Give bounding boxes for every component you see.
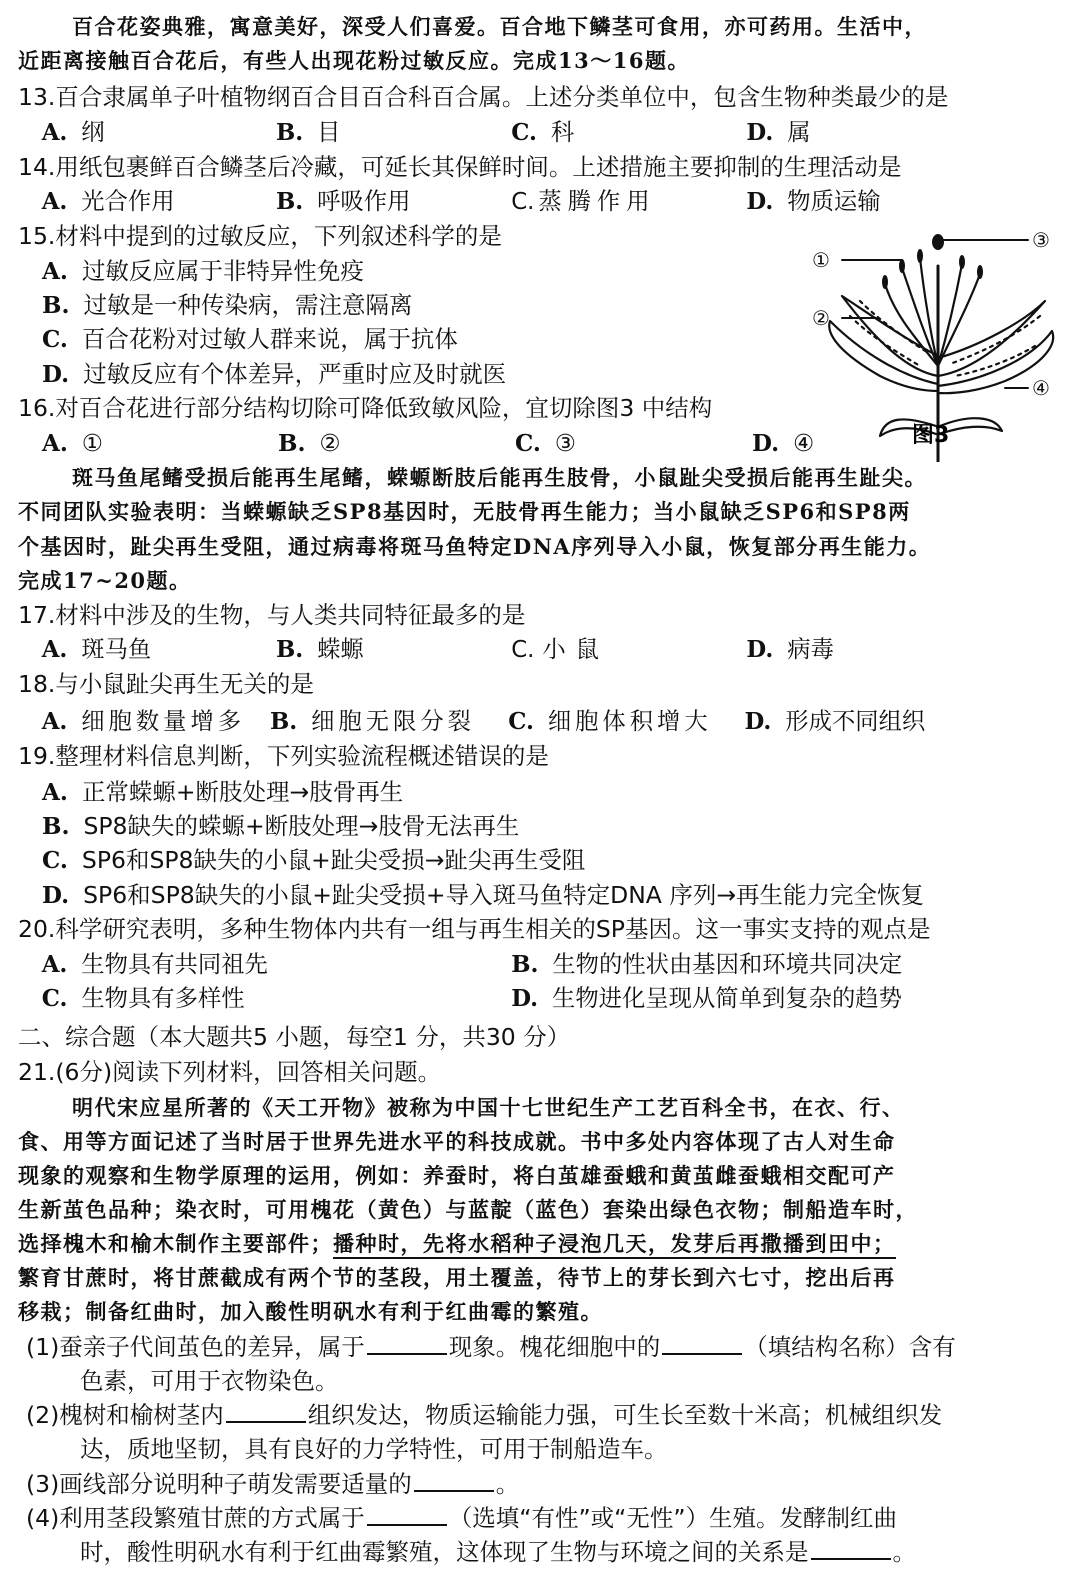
- question-18-stem: 18.与小鼠趾尖再生无关的是: [18, 670, 314, 698]
- question-20-stem: 20.科学研究表明，多种生物体内共有一组与再生相关的SP基因。这一事实支持的观点是: [18, 915, 931, 943]
- question-16-options: [0, 426, 815, 460]
- material-line: [18, 1227, 896, 1261]
- answer-blank[interactable]: [662, 1331, 742, 1355]
- sub-question-4: (4)利用茎段繁殖甘蔗的方式属于 （选填“有性”或“无性”）生殖。发酵制红曲: [26, 1504, 897, 1532]
- question-15-stem: 15.材料中提到的过敏反应，下列叙述科学的是: [18, 222, 502, 250]
- option-c[interactable]: C. 生物具有多样性: [41, 984, 245, 1012]
- answer-blank[interactable]: [226, 1399, 306, 1423]
- option-b[interactable]: B. 呼吸作用: [275, 187, 411, 215]
- option-a[interactable]: A. 纲: [41, 118, 105, 146]
- option-d[interactable]: D. ④: [752, 429, 815, 457]
- sub-question-2-cont: 达，质地坚韧，具有良好的力学特性，可用于制船造车。: [80, 1435, 668, 1463]
- question-20-options-row1: [0, 947, 1072, 981]
- sub-question-1-cont: 色素，可用于衣物染色。: [80, 1367, 339, 1395]
- option-b[interactable]: B. 目: [275, 118, 341, 146]
- option-a[interactable]: A. 光合作用: [41, 187, 175, 215]
- option-d[interactable]: D. 病毒: [746, 635, 834, 663]
- option-b[interactable]: B. ②: [278, 429, 341, 457]
- question-21-stem: 21.(6分)阅读下列材料，回答相关问题。: [18, 1058, 442, 1086]
- option-c[interactable]: C. SP6和SP8缺失的小鼠+趾尖受损→趾尖再生受阻: [42, 846, 586, 874]
- option-d[interactable]: D. SP6和SP8缺失的小鼠+趾尖受损+导入斑马鱼特定DNA 序列→再生能力完全恢复: [42, 881, 925, 909]
- answer-blank[interactable]: [367, 1331, 447, 1355]
- material-line: 生新茧色品种；染衣时，可用槐花（黄色）与蓝靛（蓝色）套染出绿色衣物；制船造车时，: [18, 1197, 918, 1222]
- option-d[interactable]: D. 过敏反应有个体差异，严重时应及时就医: [42, 360, 507, 388]
- figure-caption: 图3: [912, 423, 950, 448]
- question-17-stem: 17.材料中涉及的生物，与人类共同特征最多的是: [18, 601, 526, 629]
- option-a[interactable]: A. 过敏反应属于非特异性免疫: [42, 257, 364, 285]
- option-a[interactable]: A. 正常蝾螈+断肢处理→肢骨再生: [42, 778, 404, 806]
- option-b[interactable]: B. 细胞无限分裂: [269, 707, 475, 735]
- option-c[interactable]: C. 科: [511, 118, 575, 146]
- option-b[interactable]: B. SP8缺失的蝾螈+断肢处理→肢骨无法再生: [42, 812, 520, 840]
- option-a[interactable]: A. 生物具有共同祖先: [41, 950, 268, 978]
- question-13-options: [0, 115, 1072, 149]
- material-line: 现象的观察和生物学原理的运用，例如：养蚕时，将白茧雄蚕蛾和黄茧雌蚕蛾相交配可产: [18, 1163, 896, 1188]
- question-16-stem: 16.对百合花进行部分结构切除可降低致敏风险，宜切除图3 中结构: [18, 394, 713, 422]
- option-a[interactable]: A. 细胞数量增多: [41, 707, 246, 735]
- material-line: 个基因时，趾尖再生受阻，通过病毒将斑马鱼特定DNA序列导入小鼠，恢复部分再生能力。: [18, 534, 932, 559]
- material-line: 移栽；制备红曲时，加入酸性明矾水有利于红曲霉的繁殖。: [18, 1299, 603, 1324]
- label-2: ②: [812, 306, 830, 330]
- material-line: 繁育甘蔗时，将甘蔗截成有两个节的茎段，用土覆盖，待节上的芽长到六七寸，挖出后再: [18, 1265, 896, 1290]
- option-d[interactable]: D. 物质运输: [746, 187, 881, 215]
- question-17-options: [0, 632, 1072, 666]
- option-b[interactable]: B. 过敏是一种传染病，需注意隔离: [42, 291, 413, 319]
- answer-blank[interactable]: [367, 1502, 447, 1526]
- sub-question-3: (3)画线部分说明种子萌发需要适量的 。: [26, 1470, 520, 1498]
- label-4: ④: [1032, 376, 1050, 400]
- material-text: 选择槐木和榆木制作主要部件；: [18, 1231, 333, 1256]
- sub-question-2: (2)槐树和榆树茎内 组织发达，物质运输能力强，可生长至数十米高；机械组织发: [26, 1401, 943, 1429]
- material-line: 明代宋应星所著的《天工开物》被称为中国十七世纪生产工艺百科全书，在衣、行、: [72, 1095, 905, 1120]
- answer-blank[interactable]: [414, 1468, 494, 1492]
- option-c[interactable]: C. 细胞体积增大: [508, 707, 712, 735]
- lily-flower-drawing: [790, 226, 1070, 462]
- option-c[interactable]: C. 小鼠: [511, 635, 609, 663]
- answer-blank[interactable]: [811, 1536, 891, 1560]
- part-2-heading: 二、综合题（本大题共5 小题，每空1 分，共30 分）: [18, 1023, 571, 1051]
- underlined-material: 播种时，先将水稻种子浸泡几天，发芽后再撒播到田中；: [333, 1231, 896, 1259]
- material-line: 百合花姿典雅，寓意美好，深受人们喜爱。百合地下鳞茎可食用，亦可药用。生活中，: [72, 14, 927, 39]
- option-d[interactable]: D. 形成不同组织: [744, 707, 926, 735]
- figure-3-lily-diagram: [790, 226, 1070, 462]
- option-d[interactable]: D. 生物进化呈现从简单到复杂的趋势: [511, 984, 902, 1012]
- option-c[interactable]: C. 蒸腾作用: [511, 187, 656, 215]
- question-14-stem: 14.用纸包裹鲜百合鳞茎后冷藏，可延长其保鲜时间。上述措施主要抑制的生理活动是: [18, 153, 902, 181]
- option-d[interactable]: D. 属: [746, 118, 811, 146]
- sub-question-1: (1)蚕亲子代间茧色的差异，属于 现象。槐花细胞中的 （填结构名称）含有: [26, 1333, 956, 1361]
- option-a[interactable]: A. 斑马鱼: [41, 635, 152, 663]
- material-line: 食、用等方面记述了当时居于世界先进水平的科技成就。书中多处内容体现了古人对生命: [18, 1129, 896, 1154]
- label-1: ①: [812, 248, 830, 272]
- question-18-options: [0, 704, 1072, 738]
- material-line: 近距离接触百合花后，有些人出现花粉过敏反应。完成13～16题。: [18, 48, 690, 73]
- material-line: 不同团队实验表明：当蝾螈缺乏SP8基因时，无肢骨再生能力；当小鼠缺乏SP6和SP8两: [18, 499, 911, 524]
- question-20-options-row2: [0, 981, 1072, 1015]
- option-c[interactable]: C. 百合花粉对过敏人群来说，属于抗体: [42, 325, 458, 353]
- option-b[interactable]: B. 生物的性状由基因和环境共同决定: [511, 950, 903, 978]
- material-line: 完成17~20题。: [18, 568, 192, 593]
- option-a[interactable]: A. ①: [42, 429, 103, 457]
- label-3: ③: [1032, 228, 1050, 252]
- option-c[interactable]: C. ③: [515, 429, 576, 457]
- question-19-stem: 19.整理材料信息判断，下列实验流程概述错误的是: [18, 742, 549, 770]
- sub-question-4-cont: 时，酸性明矾水有利于红曲霉繁殖，这体现了生物与环境之间的关系是 。: [80, 1538, 916, 1566]
- question-14-options: [0, 184, 1072, 218]
- option-b[interactable]: B. 蝾螈: [275, 635, 364, 663]
- question-13-stem: 13.百合隶属单子叶植物纲百合目百合科百合属。上述分类单位中，包含生物种类最少的是: [18, 83, 949, 111]
- material-line: 斑马鱼尾鳍受损后能再生尾鳍，蝾螈断肢后能再生肢骨，小鼠趾尖受损后能再生趾尖。: [72, 465, 927, 490]
